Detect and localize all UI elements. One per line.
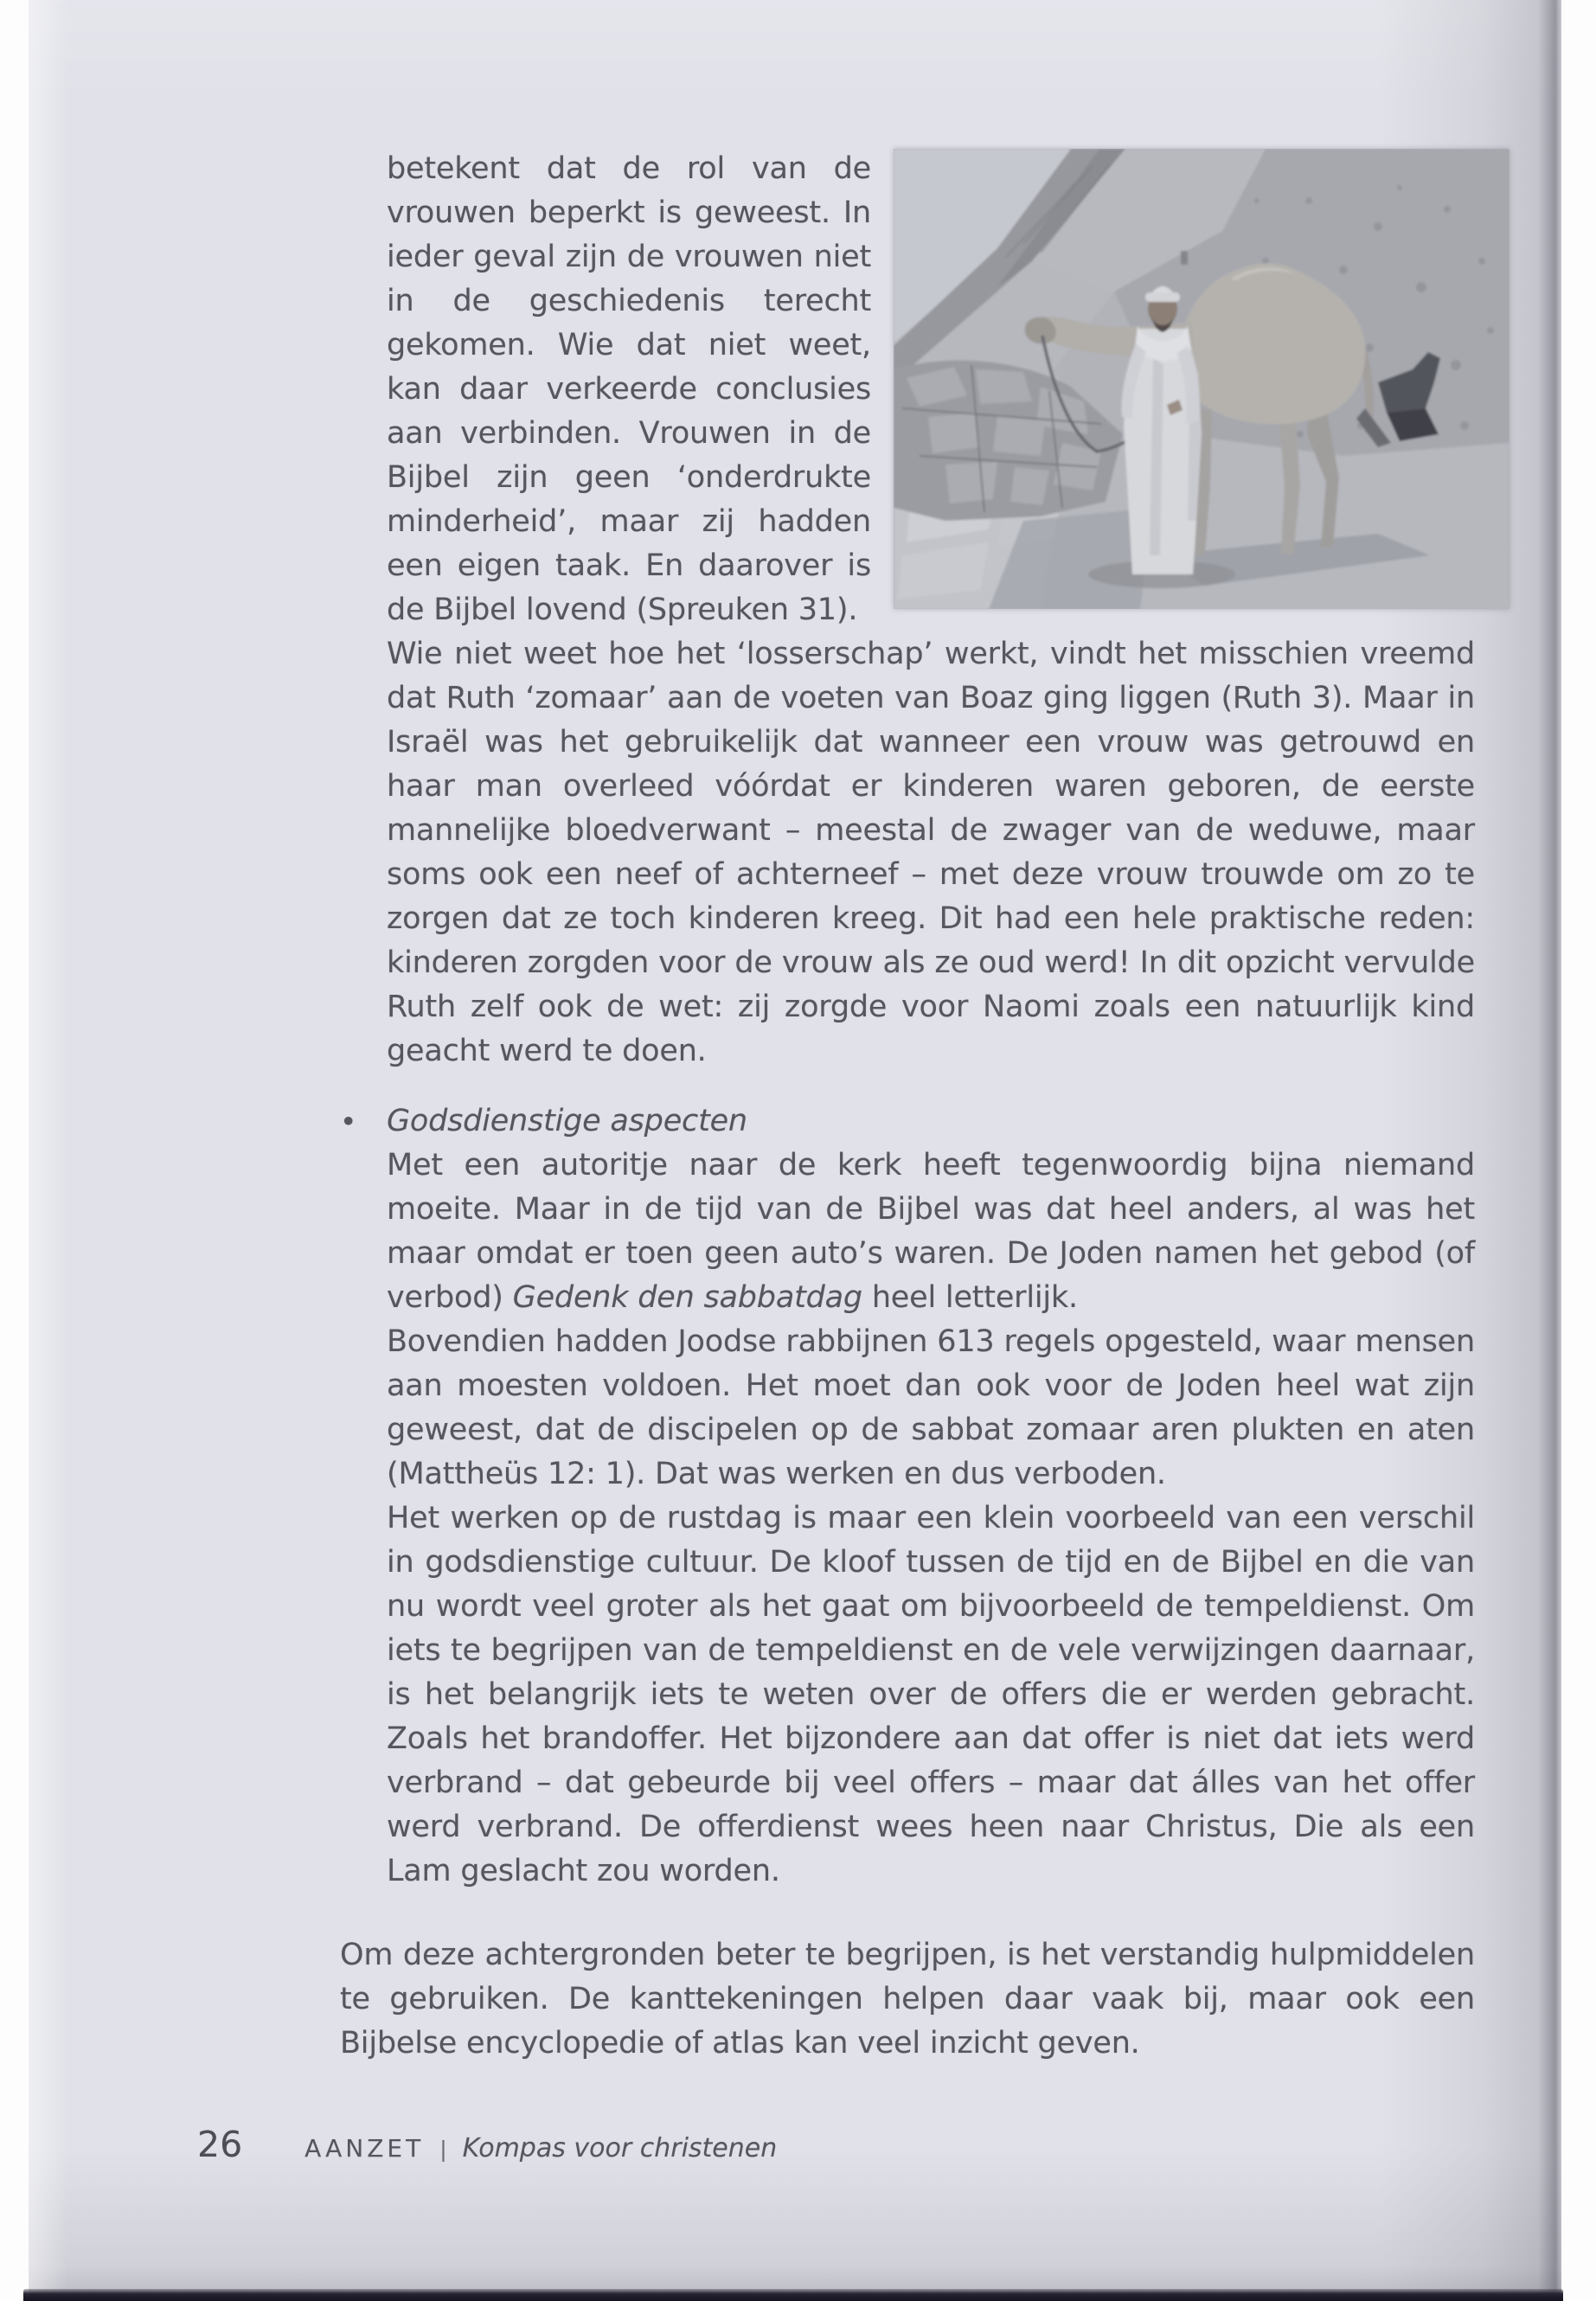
paragraph-rabbijnen: Bovendien hadden Joodse rabbijnen 613 regels opgesteld, waar mensen aan moesten voldoen. Het moet dan ook voor de Joden heel wat zijn geweest, dat de discipelen op de sabbat zomaar aren plukten en aten (Mattheüs 12: 1). Dat was werken en dus verboden. — [387, 1324, 1475, 1491]
bullet-item-godsdienstige-aspecten — [340, 1099, 1475, 1894]
photo-float-spacer — [871, 147, 1475, 581]
paragraph-losserschap: Wie niet weet hoe het ‘losserschap’ werkt, vindt het misschien vreemd dat Ruth ‘zomaar’ aan de voeten van Boaz ging liggen (Ruth 3). Maar in Israël was het gebruikelijk dat wanneer een vrouw was getrouwd en haar man overleed vóórdat er kinderen waren geboren, de eerste mannelijke bloedverwant – meestal de zwager van de weduwe, maar soms ook een neef of achterneef – met deze vrouw trouwde om zo te zorgen dat ze toch kinderen kreeg. Dit had een hele praktische reden: kinderen zorgden voor de vrouw als ze oud werd! In dit opzicht vervulde Ruth zelf ook de wet: zij zorgde voor Naomi zoals een natuurlijk kind geacht werd te doen. — [387, 637, 1475, 1068]
paragraph-hulpmiddelen: Om deze achtergronden beter te begrijpen, is het verstandig hulpmiddelen te gebruiken. De kanttekeningen helpen daar vaak bij, maar ook een Bijbelse encyclopedie of atlas kan veel inzicht geven. — [340, 1938, 1475, 2061]
page-footer — [197, 2124, 777, 2165]
paragraph-kerk — [387, 1144, 1475, 1320]
bullet-marker: • — [340, 1105, 357, 1138]
bullet-heading: Godsdienstige aspecten — [387, 1104, 747, 1138]
bullet-body — [387, 1099, 1475, 1894]
paragraph-text: heel letterlijk. — [862, 1280, 1078, 1315]
page-paper — [29, 0, 1561, 2294]
paragraph-text: Met een autoritje naar de kerk heeft tegenwoordig bijna niemand moeite. Maar in de tijd van de Bijbel was dat heel anders, al was het maar omdat er toen geen auto’s waren. De Joden namen het gebod (of verbod) — [387, 1148, 1475, 1315]
paragraph-intro-continuation — [387, 147, 1475, 632]
italic-phrase: Gedenk den sabbatdag — [512, 1280, 862, 1315]
paragraph-rustdag: Het werken op de rustdag is maar een klein voorbeeld van een verschil in godsdienstige cultuur. De kloof tussen de tijd en de Bijbel en die van nu wordt veel groter als het gaat om bijvoorbeeld de tempeldienst. Om iets te begrijpen van de tempeldienst en de vele verwijzingen daarnaar, is het belangrijk iets te weten over de offers die er werden gebracht. Zoals het brandoffer. Het bijzondere aan dat offer is niet dat iets werd verbrand – dat gebeurde bij veel offers – maar dat álles van het offer werd verbrand. De offerdienst wees heen naar Christus, Die als een Lam geslacht zou worden. — [387, 1501, 1475, 1888]
footer-series-title: AANZET — [304, 2134, 425, 2163]
footer-book-title: Kompas voor christenen — [462, 2133, 778, 2163]
page-content — [340, 147, 1475, 2066]
scan-bottom-shadow — [23, 2289, 1563, 2301]
footer-separator: | — [439, 2137, 447, 2162]
paragraph-text: betekent dat de rol van de vrouwen beperkt is geweest. In ieder geval zijn de vrouwen niet in de geschiedenis terecht gekomen. Wie dat niet weet, kan daar verkeerde conclusies aan verbinden. Vrouwen in de Bijbel zijn geen ‘onderdrukte minderheid’, maar zij hadden een eigen taak. En daarover is de Bijbel lovend (Spreuken 31). — [387, 151, 871, 627]
page-number: 26 — [197, 2124, 243, 2165]
